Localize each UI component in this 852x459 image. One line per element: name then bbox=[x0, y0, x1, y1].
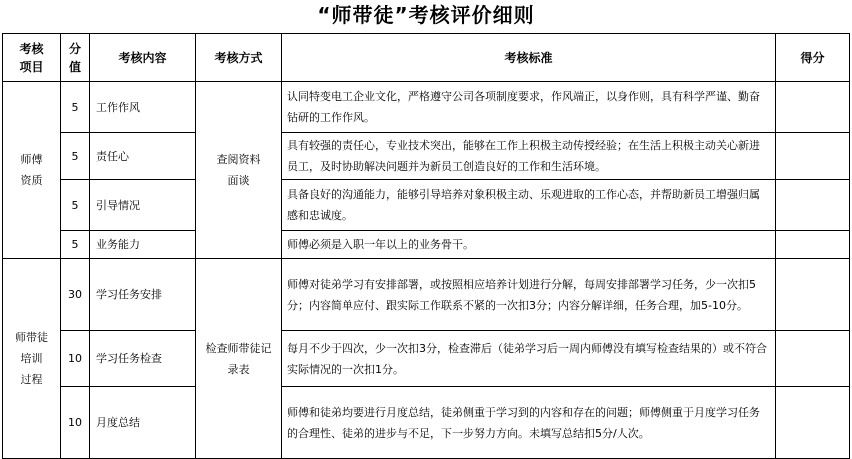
evaluation-table bbox=[2, 33, 850, 459]
header-row bbox=[3, 34, 850, 82]
group-name: 师傅 资质 bbox=[3, 82, 61, 259]
standard-cell: 具备良好的沟通能力，能够引导培养对象积极主动、乐观进取的工作心态，并帮助新员工增强归属感和忠诚度。 bbox=[282, 180, 776, 231]
method-cell: 检查师带徒记 录表 bbox=[196, 259, 282, 459]
group-name: 师带徒 培训 过程 bbox=[3, 259, 61, 459]
got-score-cell[interactable] bbox=[776, 331, 850, 387]
header-content: 考核内容 bbox=[90, 34, 196, 82]
standard-cell: 每月不少于四次，少一次扣3分，检查滞后（徒弟学习后一周内师傅没有填写检查结果的）或不符合实际情况的一次扣1分。 bbox=[282, 331, 776, 387]
score-value: 10 bbox=[61, 387, 90, 459]
score-value: 10 bbox=[61, 331, 90, 387]
table-row bbox=[3, 331, 850, 387]
header-standard: 考核标准 bbox=[282, 34, 776, 82]
content-cell: 责任心 bbox=[90, 133, 196, 180]
standard-cell: 师傅对徒弟学习有安排部署，或按照相应培养计划进行分解，每周安排部署学习任务，少一次扣5分；内容简单应付、跟实际工作联系不紧的一次扣3分；内容分解详细，任务合理，加5-10分。 bbox=[282, 259, 776, 331]
table-row bbox=[3, 259, 850, 331]
content-cell: 学习任务检查 bbox=[90, 331, 196, 387]
standard-cell: 师傅必须是入职一年以上的业务骨干。 bbox=[282, 231, 776, 259]
table-row bbox=[3, 231, 850, 259]
method-cell: 查阅资料 面谈 bbox=[196, 82, 282, 259]
standard-cell: 师傅和徒弟均要进行月度总结，徒弟侧重于学习到的内容和存在的问题；师傅侧重于月度学习任务的合理性、徒弟的进步与不足，下一步努力方向。未填写总结扣5分/人次。 bbox=[282, 387, 776, 459]
score-value: 30 bbox=[61, 259, 90, 331]
content-cell: 引导情况 bbox=[90, 180, 196, 231]
header-got-score: 得分 bbox=[776, 34, 850, 82]
table-row bbox=[3, 82, 850, 133]
score-value: 5 bbox=[61, 82, 90, 133]
header-item: 考核 项目 bbox=[3, 34, 61, 82]
content-cell: 业务能力 bbox=[90, 231, 196, 259]
content-cell: 月度总结 bbox=[90, 387, 196, 459]
content-cell: 工作作风 bbox=[90, 82, 196, 133]
standard-cell: 认同特变电工企业文化，严格遵守公司各项制度要求，作风端正，以身作则，具有科学严谨、勤奋钻研的工作作风。 bbox=[282, 82, 776, 133]
table-row bbox=[3, 387, 850, 459]
table-row bbox=[3, 133, 850, 180]
score-value: 5 bbox=[61, 180, 90, 231]
got-score-cell[interactable] bbox=[776, 82, 850, 133]
table-row bbox=[3, 180, 850, 231]
score-value: 5 bbox=[61, 231, 90, 259]
score-value: 5 bbox=[61, 133, 90, 180]
content-cell: 学习任务安排 bbox=[90, 259, 196, 331]
got-score-cell[interactable] bbox=[776, 231, 850, 259]
got-score-cell[interactable] bbox=[776, 259, 850, 331]
got-score-cell[interactable] bbox=[776, 387, 850, 459]
header-method: 考核方式 bbox=[196, 34, 282, 82]
got-score-cell[interactable] bbox=[776, 133, 850, 180]
standard-cell: 具有较强的责任心，专业技术突出，能够在工作上积极主动传授经验；在生活上积极主动关心新进员工，及时协助解决问题并为新员工创造良好的工作和生活环境。 bbox=[282, 133, 776, 180]
header-score: 分 值 bbox=[61, 34, 90, 82]
got-score-cell[interactable] bbox=[776, 180, 850, 231]
page-title: “师带徒”考核评价细则 bbox=[317, 3, 535, 27]
